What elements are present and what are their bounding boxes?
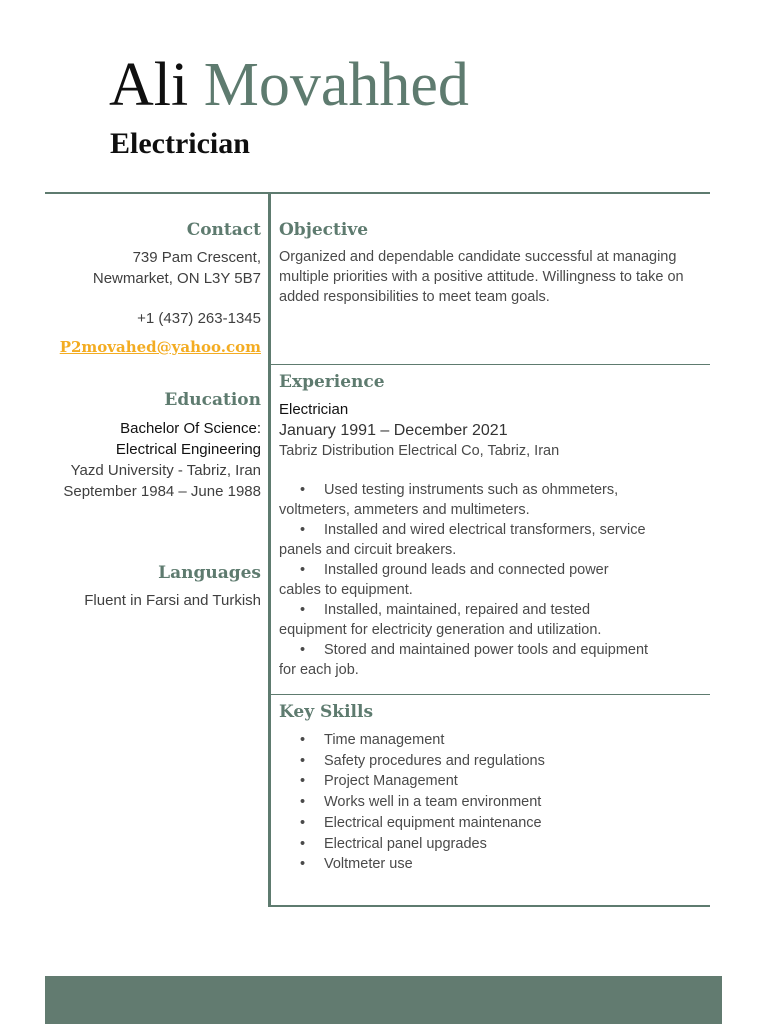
school-name: Yazd University - Tabriz, Iran bbox=[70, 462, 261, 479]
experience-dates: January 1991 – December 2021 bbox=[279, 422, 508, 439]
bottom-divider bbox=[270, 905, 710, 907]
bullet-icon: • bbox=[300, 752, 306, 769]
experience-bullet bbox=[279, 560, 709, 600]
address-line-2: Newmarket, ON L3Y 5B7 bbox=[92, 270, 261, 287]
experience-bullet bbox=[279, 520, 709, 560]
column-divider bbox=[268, 193, 271, 907]
objective-line: multiple priorities with a positive attitude. Willingness to take on bbox=[279, 269, 684, 285]
contact-section bbox=[60, 247, 261, 357]
education-heading: Education bbox=[164, 390, 261, 410]
experience-bullet bbox=[279, 600, 709, 640]
bullet-text: Installed ground leads and connected power bbox=[324, 562, 609, 578]
objective-line: Organized and dependable candidate successful at managing bbox=[279, 249, 677, 265]
skill-item: • Voltmeter use bbox=[279, 854, 709, 875]
bullet-text: Used testing instruments such as ohmmeters, bbox=[324, 482, 619, 498]
first-name: Ali bbox=[109, 51, 189, 119]
bullet-icon: • bbox=[300, 522, 306, 538]
objective-section bbox=[279, 247, 709, 307]
bullet-text-continued: panels and circuit breakers. bbox=[279, 542, 457, 558]
candidate-name bbox=[109, 51, 469, 119]
skill-item: • Time management bbox=[279, 730, 709, 751]
bullet-icon: • bbox=[300, 773, 306, 790]
bullet-text: Installed and wired electrical transformers, service bbox=[324, 522, 646, 538]
skills-heading: Key Skills bbox=[279, 702, 374, 722]
bullet-icon: • bbox=[300, 856, 306, 873]
bullet-text-continued: cables to equipment. bbox=[279, 582, 413, 598]
skill-item: • Project Management bbox=[279, 771, 709, 792]
experience-bullets bbox=[279, 480, 709, 680]
address-line-1: 739 Pam Crescent, bbox=[132, 249, 261, 266]
bullet-text: Stored and maintained power tools and equipment bbox=[324, 642, 649, 658]
bullet-icon: • bbox=[300, 562, 306, 578]
phone-number: +1 (437) 263-1345 bbox=[137, 310, 261, 327]
footer-bar bbox=[45, 976, 722, 1024]
contact-heading: Contact bbox=[186, 220, 261, 240]
experience-company: Tabriz Distribution Electrical Co, Tabriz, Iran bbox=[279, 443, 560, 459]
bullet-text: Installed, maintained, repaired and tested bbox=[324, 602, 591, 618]
bullet-text-continued: for each job. bbox=[279, 662, 359, 678]
skill-item: • Works well in a team environment bbox=[279, 792, 709, 813]
bullet-icon: • bbox=[300, 642, 306, 658]
bullet-icon: • bbox=[300, 732, 306, 748]
bullet-text-continued: equipment for electricity generation and utilization. bbox=[279, 622, 602, 638]
skill-item: • Electrical panel upgrades bbox=[279, 834, 709, 855]
objective-divider bbox=[270, 364, 710, 365]
degree-line-1: Bachelor Of Science: bbox=[120, 420, 261, 437]
bullet-icon: • bbox=[300, 794, 306, 811]
skills-section bbox=[279, 730, 709, 875]
experience-heading: Experience bbox=[279, 372, 385, 392]
email-link[interactable]: P2movahed@yahoo.com bbox=[59, 338, 261, 356]
skill-item: • Electrical equipment maintenance bbox=[279, 813, 709, 834]
experience-divider bbox=[270, 694, 710, 695]
objective-line: added responsibilities to meet team goals. bbox=[279, 289, 550, 305]
bullet-icon: • bbox=[300, 482, 306, 498]
experience-section bbox=[279, 400, 709, 680]
skill-item: • Safety procedures and regulations bbox=[279, 751, 709, 772]
skills-list bbox=[279, 730, 709, 875]
education-dates: September 1984 – June 1988 bbox=[63, 483, 261, 500]
languages-heading: Languages bbox=[158, 563, 261, 583]
job-title: Electrician bbox=[110, 127, 250, 160]
experience-bullet bbox=[279, 480, 709, 520]
top-divider bbox=[45, 192, 710, 194]
education-section bbox=[63, 418, 261, 502]
degree-line-2: Electrical Engineering bbox=[115, 441, 261, 458]
bullet-icon: • bbox=[300, 602, 306, 618]
experience-bullet bbox=[279, 640, 709, 680]
email-row bbox=[60, 338, 261, 357]
objective-heading: Objective bbox=[279, 220, 369, 240]
last-name: Movahhed bbox=[203, 51, 469, 119]
bullet-text-continued: voltmeters, ammeters and multimeters. bbox=[279, 502, 530, 518]
experience-role: Electrician bbox=[279, 401, 349, 418]
bullet-icon: • bbox=[300, 814, 306, 831]
languages-section bbox=[84, 590, 261, 611]
languages-text: Fluent in Farsi and Turkish bbox=[84, 592, 261, 609]
bullet-icon: • bbox=[300, 835, 306, 852]
